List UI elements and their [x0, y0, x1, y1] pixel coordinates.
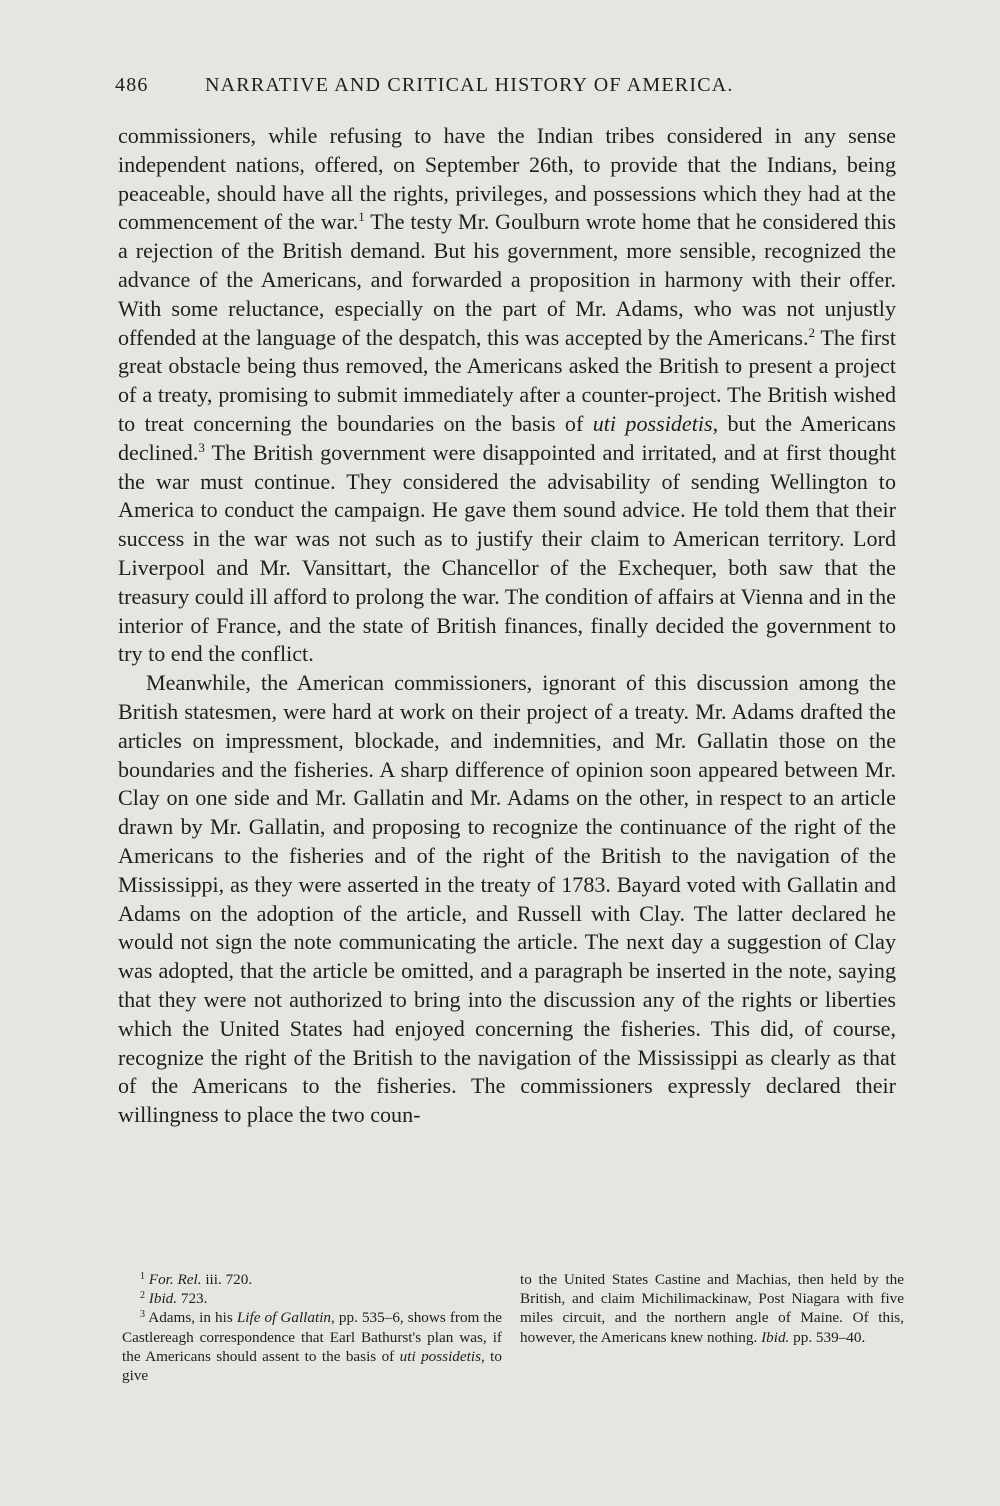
text-run: The first great obstacle being thus removed, the Americans asked the British to present a project of a treaty, promising to submit immediately after a counter-project. The British wished to treat concerning the boundaries on the basis of	[118, 324, 896, 436]
text-run: iii. 720.	[201, 1271, 253, 1288]
italic-term: uti possidetis	[399, 1347, 481, 1365]
page-number: 486	[115, 74, 149, 96]
footnote-number: 1	[140, 1271, 145, 1282]
paragraph-1	[118, 122, 896, 669]
italic-term: uti possidetis	[592, 410, 713, 436]
text-run: Adams, in his	[145, 1309, 237, 1327]
footnote-ref-3: 3	[198, 439, 205, 455]
footnote-number: 3	[140, 1309, 145, 1321]
text-run: , but the Americans declined.	[118, 410, 896, 465]
text-run: commissioners, while refusing to have the Indian tribes considered in any sense independent nations, offered, on September 26th, to provide that the Indians, being peaceable, should have all the rights, privileges, and possessions which they had at the commencement of the war.	[118, 123, 896, 235]
text-run: The British government were disappointed and irritated, and at first thought the war must continue. They considered the advisability of sending Wellington to America to conduct the campaign. He gave them sound advice. He told them that their success in the war was not such as to justify their claim to American territory. Lord Liverpool and Mr. Vansittart, the Chancellor of the Exchequer, both saw that the treasury could ill afford to prolong the war. The condition of affairs at Vienna and in the interior of France, and the state of British finances, finally decided the government to try to end the conflict.	[118, 439, 896, 667]
italic-term: Ibid.	[761, 1328, 790, 1346]
text-run: to the United States Castine and Machias, then held by the British, and claim Michilimackinaw, Post Niagara with five miles circuit, and the northern angle of Maine. Of this, however, the Americans knew nothing.	[520, 1271, 904, 1346]
footnotes-left-column	[122, 1270, 502, 1385]
body-text	[118, 122, 896, 1130]
paragraph-2: Meanwhile, the American commissioners, ignorant of this discussion among the British statesmen, were hard at work on their project of a treaty. Mr. Adams drafted the articles on impressment, blockade, and indemnities, and Mr. Gallatin those on the boundaries and the fisheries. A sharp difference of opinion soon appeared between Mr. Clay on one side and Mr. Gallatin and Mr. Adams on the other, in respect to an article drawn by Mr. Gallatin, and proposing to recognize the continuance of the right of the Americans to the fisheries and of the right of the British to the navigation of the Mississippi, as they were asserted in the treaty of 1783. Bayard voted with Gallatin and Adams on the adoption of the article, and Russell with Clay. The latter declared he would not sign the note communicating the article. The next day a suggestion of Clay was adopted, that the article be omitted, and a paragraph be inserted in the note, saying that they were not authorized to bring into the discussion any of the rights or liberties which the United States had enjoyed concerning the fisheries. This did, of course, recognize the right of the British to the navigation of the Mississippi as clearly as that of the Americans to the fisheries. The commissioners expressly declared their willingness to place the two coun-	[118, 670, 896, 1128]
footnote-ref-2: 2	[808, 324, 815, 340]
text-run: , pp. 535–6, shows from the Castlereagh correspondence that Earl Bathurst's plan was, if the Americans should assent to the basis of	[122, 1309, 502, 1365]
text-run: The testy Mr. Goulburn wrote home that he considered this a rejection of the British demand. But his government, more sensible, recognized the advance of the Americans, and forwarded a proposition in harmony with their offer. With some reluctance, especially on the part of Mr. Adams, who was not unjustly offended at the language of the despatch, this was accepted by the Americans.	[118, 209, 896, 350]
italic-term: For. Rel.	[148, 1271, 202, 1288]
text-run: 723.	[177, 1290, 208, 1308]
footnote-3-continued	[520, 1270, 904, 1347]
text-run: pp. 539–40.	[789, 1328, 866, 1346]
footnote-number: 2	[140, 1290, 145, 1302]
footnote-ref-1: 1	[358, 209, 365, 225]
text-run: , to give	[122, 1347, 502, 1385]
italic-term: Life of Gallatin	[236, 1309, 332, 1327]
running-title: NARRATIVE AND CRITICAL HISTORY OF AMERICA.	[205, 74, 734, 96]
italic-term: Ibid.	[148, 1290, 178, 1308]
footnotes	[122, 1270, 904, 1385]
running-header	[115, 74, 905, 97]
footnote-1	[122, 1270, 502, 1289]
footnote-3	[122, 1308, 502, 1385]
footnote-2	[122, 1289, 502, 1308]
footnotes-right-column	[520, 1270, 904, 1385]
